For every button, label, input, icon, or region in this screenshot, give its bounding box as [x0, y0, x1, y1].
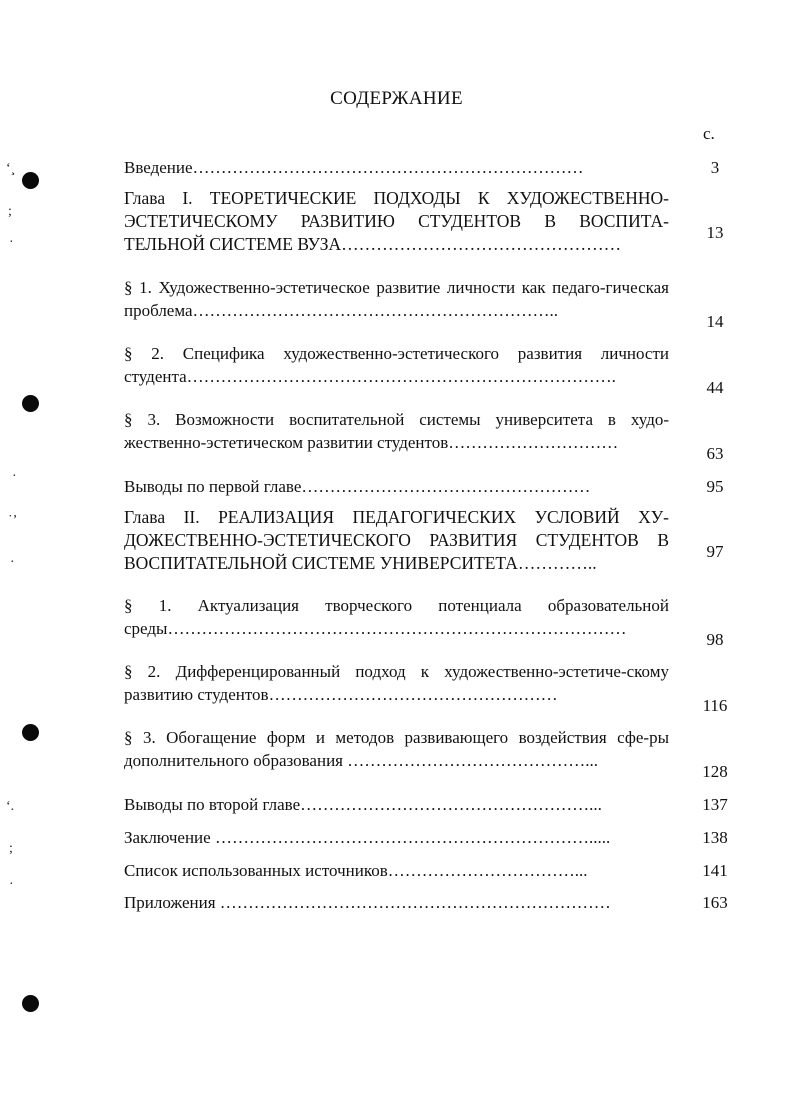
- scan-speck: ·: [9, 877, 14, 892]
- binder-hole: [22, 395, 39, 412]
- toc-entry-text: § 2. Специфика художественно-эстетического развития личности студента………………………………………………………………….: [124, 344, 669, 386]
- toc-page-number: 63: [706, 444, 724, 463]
- page-column-label: с.: [703, 124, 715, 143]
- table-of-contents: [124, 0, 744, 1120]
- toc-page-number: 98: [706, 630, 724, 649]
- toc-entry-section-1-3[interactable]: [124, 408, 744, 463]
- toc-page-number: 95: [706, 477, 724, 496]
- binder-hole: [22, 172, 39, 189]
- scan-speck: ˙ʼ: [8, 513, 18, 528]
- toc-entry-chapter-2[interactable]: [124, 506, 744, 575]
- toc-entry-section-2-1[interactable]: [124, 594, 744, 649]
- scan-speck: ;: [9, 841, 13, 856]
- toc-entry-text: Заключение ………………………………………………………….....: [124, 828, 611, 847]
- toc-entry-text: Выводы по второй главе……………………………………………...: [124, 795, 602, 814]
- toc-entry-references[interactable]: [124, 859, 744, 882]
- binder-hole: [22, 995, 39, 1012]
- toc-entry-section-1-2[interactable]: [124, 342, 744, 397]
- binder-hole: [22, 724, 39, 741]
- page-title: СОДЕРЖАНИЕ: [330, 88, 463, 109]
- toc-entry-conclusion[interactable]: [124, 826, 744, 849]
- toc-entry-text: Глава I. ТЕОРЕТИЧЕСКИЕ ПОДХОДЫ К ХУДОЖЕСТВЕННО-ЭСТЕТИЧЕСКОМУ РАЗВИТИЮ СТУДЕНТОВ В ВОСПИТА-ТЕЛЬНОЙ СИСТЕМЕ ВУЗА…………………………………………: [124, 188, 669, 254]
- toc-entry-text: Приложения ……………………………………………………………: [124, 893, 611, 912]
- toc-page-number: 97: [706, 542, 724, 561]
- toc-entry-text: § 3. Возможности воспитательной системы университета в худо-жественно-эстетическом развитии студентов…………………………: [124, 410, 669, 452]
- scan-speck: ·: [12, 469, 17, 484]
- toc-entry-conclusions-1[interactable]: [124, 475, 744, 498]
- toc-entry-chapter-1[interactable]: [124, 187, 744, 256]
- toc-entry-text: § 2. Дифференцированный подход к художественно-эстетиче-скому развитию студентов……………………………………………: [124, 662, 669, 704]
- scan-speck: ·: [10, 555, 15, 570]
- scan-speck: ʻ.: [6, 799, 15, 814]
- toc-entry-intro[interactable]: [124, 156, 744, 179]
- toc-entry-text: Глава II. РЕАЛИЗАЦИЯ ПЕДАГОГИЧЕСКИХ УСЛОВИЙ ХУ-ДОЖЕСТВЕННО-ЭСТЕТИЧЕСКОГО РАЗВИТИЯ СТУДЕНТОВ В ВОСПИТАТЕЛЬНОЙ СИСТЕМЕ УНИВЕРСИТЕТА…………..: [124, 507, 669, 573]
- toc-page-number: 137: [702, 795, 728, 814]
- toc-entry-text: Список использованных источников……………………………...: [124, 861, 588, 880]
- toc-entry-text: § 1. Художественно-эстетическое развитие личности как педаго-гическая проблема………………………………………………………..: [124, 278, 669, 320]
- toc-entry-text: § 3. Обогащение форм и методов развивающего воздействия сфе-ры дополнительного образования ……………………………………...: [124, 728, 669, 770]
- scan-speck: ‘¸: [6, 161, 16, 176]
- toc-entry-section-2-2[interactable]: [124, 660, 744, 715]
- toc-page-number: 116: [702, 696, 728, 715]
- toc-entry-text: Выводы по первой главе……………………………………………: [124, 477, 591, 496]
- toc-page-number: 44: [706, 378, 724, 397]
- toc-page-number: 128: [702, 762, 728, 781]
- toc-page-number: 141: [702, 861, 728, 880]
- toc-entry-text: Введение……………………………………………………………: [124, 158, 584, 177]
- scan-speck: ·: [9, 235, 14, 250]
- toc-page-number: 14: [706, 312, 724, 331]
- toc-page-number: 13: [706, 223, 724, 242]
- toc-page-number: 3: [710, 158, 720, 177]
- toc-entry-appendices[interactable]: [124, 891, 744, 914]
- scan-speck: ;: [8, 204, 12, 219]
- toc-page-number: 163: [702, 893, 728, 912]
- toc-entry-conclusions-2[interactable]: [124, 793, 744, 816]
- toc-entry-text: § 1. Актуализация творческого потенциала образовательной среды………………………………………………………………………: [124, 596, 669, 638]
- toc-entry-section-2-3[interactable]: [124, 726, 744, 781]
- toc-entry-section-1-1[interactable]: [124, 276, 744, 331]
- toc-page-number: 138: [702, 828, 728, 847]
